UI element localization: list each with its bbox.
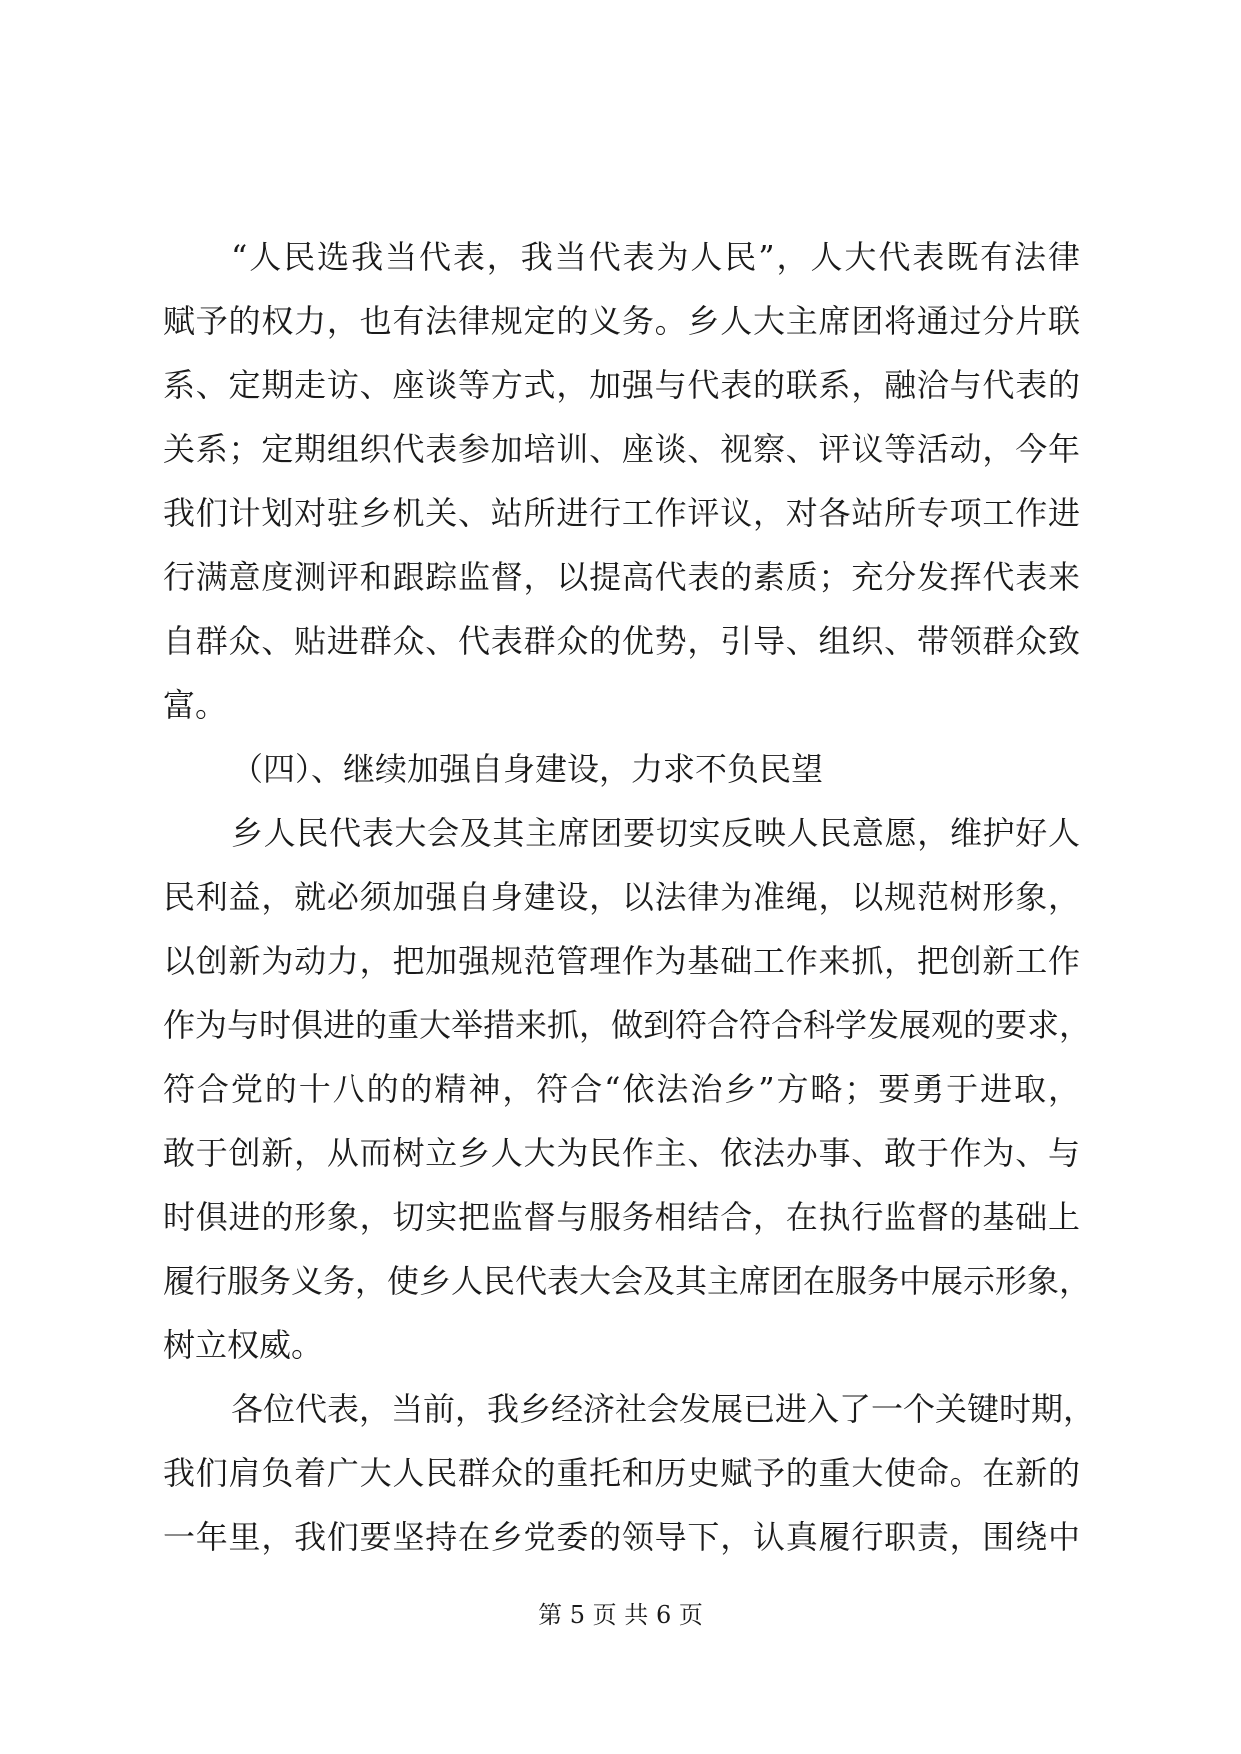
section-heading: （四）、继续加强自身建设，力求不负民望 [231,750,824,788]
text-line: 各位代表，当前，我乡经济社会发展已进入了一个关键时期， [231,1390,1096,1428]
text-line: 我们计划对驻乡机关、站所进行工作评议，对各站所专项工作进 [163,494,1080,532]
text-line: 系、定期走访、座谈等方式，加强与代表的联系，融洽与代表的 [163,366,1080,404]
page-number: 第 5 页 共 6 页 [538,1601,703,1629]
text-line: 乡人民代表大会及其主席团要切实反映人民意愿，维护好人 [231,814,1080,852]
text-line: 符合党的十八的的精神，符合“依法治乡”方略；要勇于进取， [163,1070,1080,1108]
text-line: 一年里，我们要坚持在乡党委的领导下，认真履行职责，围绕中 [163,1518,1080,1556]
text-line: 敢于创新，从而树立乡人大为民作主、依法办事、敢于作为、与 [163,1134,1080,1172]
text-line: 民利益，就必须加强自身建设，以法律为准绳，以规范树形象， [163,878,1080,916]
text-line: 富。 [163,686,228,724]
document-body [163,225,1096,1569]
text-line: 履行服务义务，使乡人民代表大会及其主席团在服务中展示形象， [163,1262,1092,1300]
text-line: 我们肩负着广大人民群众的重托和历史赋予的重大使命。在新的 [163,1454,1080,1492]
text-line: 树立权威。 [163,1326,324,1364]
section-heading-four [163,737,1080,801]
text-line: 以创新为动力，把加强规范管理作为基础工作来抓，把创新工作 [163,942,1080,980]
text-line: 关系；定期组织代表参加培训、座谈、视察、评议等活动，今年 [163,430,1080,468]
text-line: 行满意度测评和跟踪监督，以提高代表的素质；充分发挥代表来 [163,558,1080,596]
text-line: 时俱进的形象，切实把监督与服务相结合，在执行监督的基础上 [163,1198,1080,1236]
paragraph-representatives [163,225,1080,737]
text-line: 赋予的权力，也有法律规定的义务。乡人大主席团将通过分片联 [163,302,1080,340]
text-line: 自群众、贴进群众、代表群众的优势，引导、组织、带领群众致 [163,622,1080,660]
text-line: 作为与时俱进的重大举措来抓，做到符合符合科学发展观的要求， [163,1006,1092,1044]
paragraph-self-building [163,801,1092,1377]
paragraph-closing [163,1377,1096,1569]
text-line: “人民选我当代表，我当代表为人民”，人大代表既有法律 [231,238,1080,276]
